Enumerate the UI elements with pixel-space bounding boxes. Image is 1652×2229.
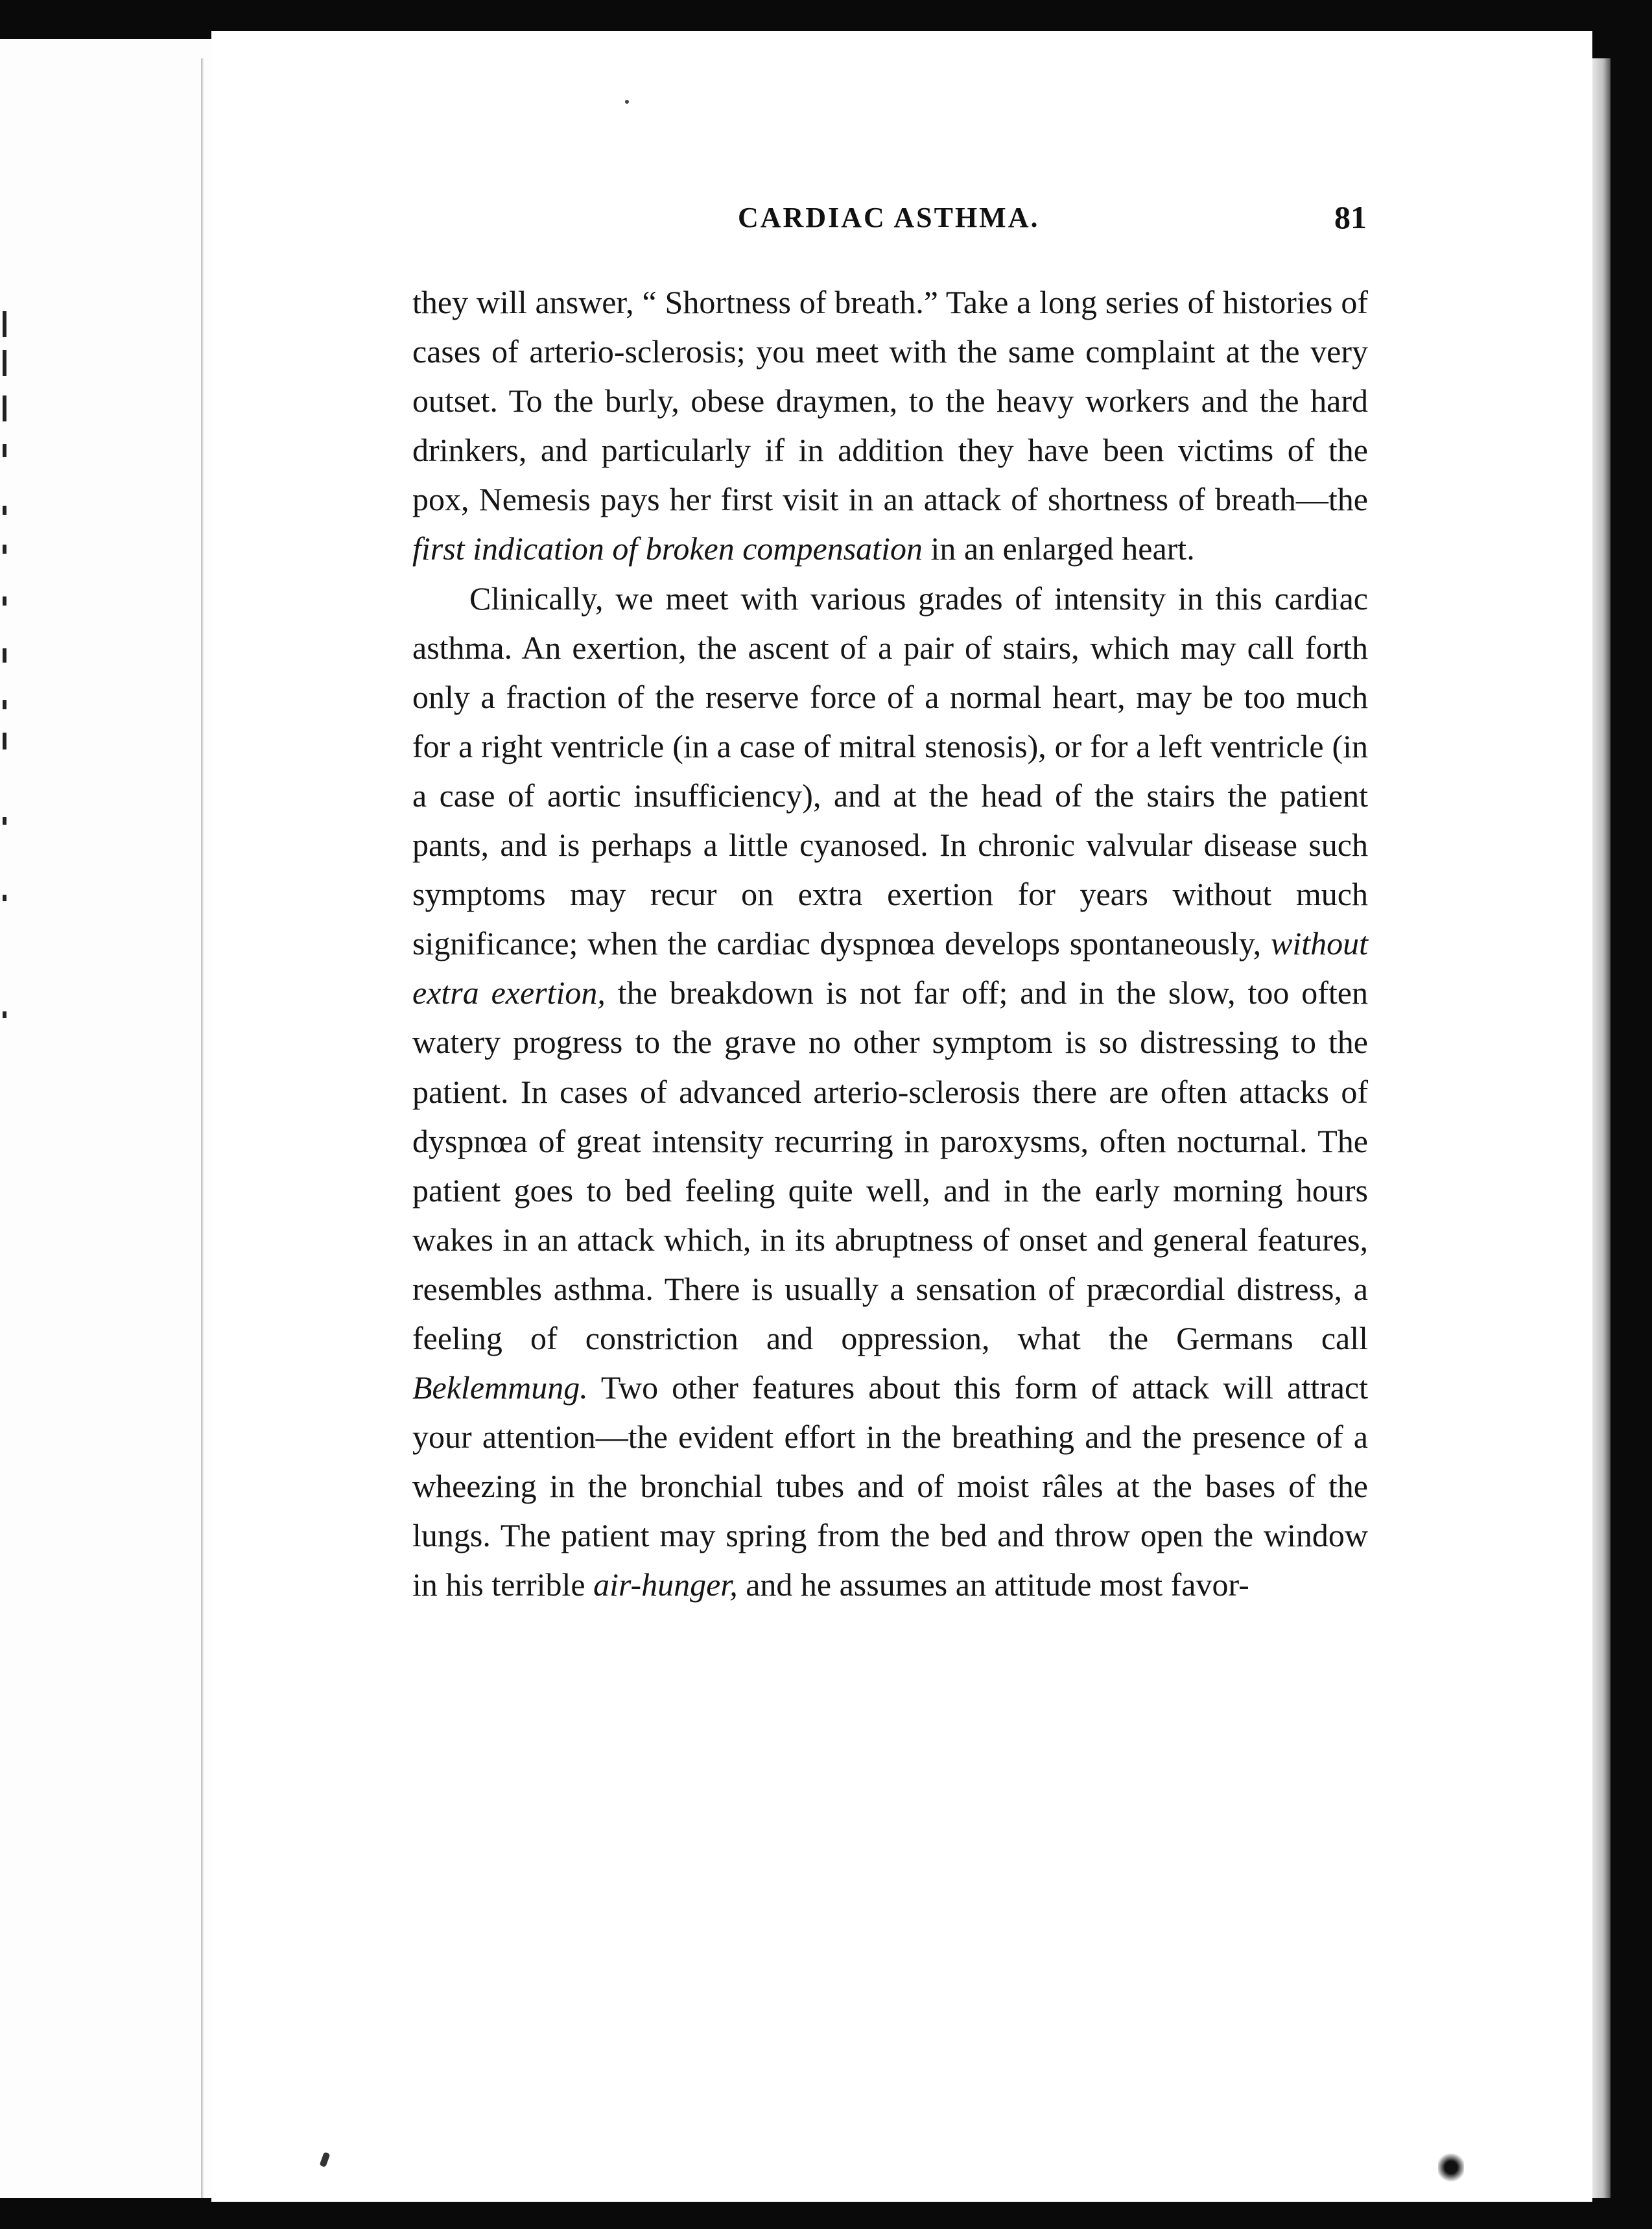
paragraph-2-text-3: Two other features about this form of attack will attract your attention—the evident effort in the breathing and the presence of a wheezing in the bronchial tubes and of moist râles at the bases of the lungs. The patient may spring from the bed and throw open the window in his terrible — [412, 1369, 1368, 1603]
paragraph-1 — [412, 277, 1368, 574]
paragraph-1-text-1: they will answer, “ Shortness of breath.” Take a long series of histories of cases of arterio-sclerosis; you meet with the same complaint at the very outset. To the burly, obese draymen, to the heavy workers and the hard drinkers, and particularly if in addition they have been victims of the pox, Nemesis pays her first visit in an attack of shortness of breath—the — [412, 284, 1368, 518]
paragraph-2-text-2: the breakdown is not far off; and in the slow, too often watery progress to the grave no other symptom is so distressing to the patient. In cases of advanced arterio-sclerosis there are often attacks of dyspnœa of great intensity recurring in paroxysms, often nocturnal. The patient goes to bed feeling quite well, and in the early morning hours wakes in an attack which, in its abruptness of onset and general features, resembles asthma. There is usually a sensation of præcordial distress, a feeling of constriction and oppression, what the Germans call — [412, 974, 1368, 1356]
paragraph-1-text-2: in an enlarged heart. — [922, 530, 1195, 567]
dust-speck — [625, 100, 629, 104]
paragraph-2-italic-3: air-hunger, — [593, 1566, 738, 1603]
page-stack-edge — [1592, 58, 1611, 2198]
body-text — [412, 277, 1368, 1918]
paragraph-1-italic-1: first indication of broken compensation — [412, 530, 923, 567]
binding-crease — [201, 58, 204, 2198]
left-page-edge-text-fragments — [0, 311, 19, 1089]
page-corner-mark — [1438, 2151, 1464, 2184]
page-header — [414, 201, 1367, 246]
paragraph-2-text-1: Clinically, we meet with various grades of intensity in this cardiac asthma. An exertion, the ascent of a pair of stairs, which may call forth only a fraction of the reserve force of a normal heart, may be too much for a right ventricle (in a case of mitral stenosis), or for a left ventricle (in a case of aortic insufficiency), and at the head of the stairs the patient pants, and is perhaps a little cyanosed. In chronic valvular disease such symptoms may recur on extra exertion for years without much significance; when the cardiac dyspnœa develops spontaneously, — [412, 580, 1368, 962]
paragraph-2 — [412, 574, 1368, 1610]
paragraph-2-italic-1: without extra exertion, — [412, 925, 1368, 1011]
paragraph-2-text-4: and he assumes an attitude most favor- — [737, 1566, 1249, 1603]
paragraph-2-italic-2: Beklemmung. — [412, 1369, 588, 1406]
running-head: CARDIAC ASTHMA. — [738, 202, 1040, 233]
facing-page-left — [0, 39, 213, 2198]
page-number: 81 — [1334, 199, 1367, 235]
